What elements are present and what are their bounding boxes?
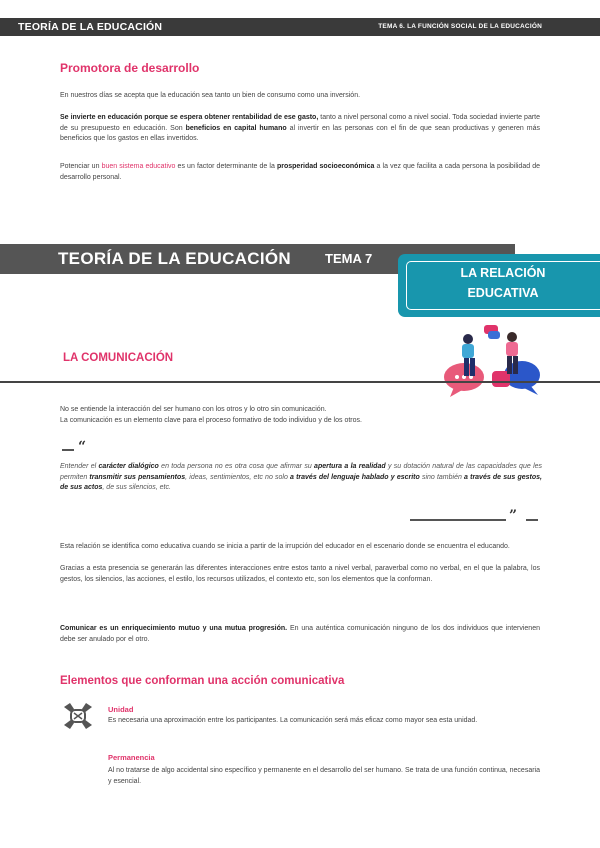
quote-close-line (410, 519, 506, 521)
section-divider (0, 381, 600, 383)
relation-paragraph-2: Gracias a esta presencia se generarán las diferentes interacciones entre estos tanto a nivel verbal, paraverbal como no verbal, en el que la palabra, los gestos, los silencios, las acciones, el estilo, los recursos utilizados, el contexto etc, son los elementos que la conforman. (60, 565, 540, 583)
quote-b1: apertura a la realidad (314, 463, 386, 470)
page-header (0, 18, 600, 36)
quote-b3: a través del lenguaje hablado y escrito (290, 473, 420, 481)
quote-pink1: carácter dialógico (98, 463, 159, 470)
topic-badge-line2: EDUCATIVA (467, 286, 539, 300)
communication-bold: Comunicar es un enriquecimiento mutuo y una mutua progresión. (60, 625, 288, 632)
quote-t6: , de sus silencios, etc. (102, 484, 171, 491)
highlight-quote (60, 462, 542, 494)
quote-open-icon: “ (78, 439, 87, 455)
topic-badge-line1: LA RELACIÓN (460, 266, 546, 280)
section-title-comunicacion: LA COMUNICACIÓN (63, 352, 174, 364)
section-title-elementos: Elementos que conforman una acción comunicativa (60, 675, 345, 687)
chapter-number: TEMA 7 (325, 251, 373, 266)
quote-t3: y su dotación natural de las capacidades que les permiten (60, 463, 543, 481)
element-text-unidad: Es necesaria una aproximación entre los participantes. La comunicación será más eficaz como mayor sea esta unidad. (108, 717, 478, 724)
quote-close-line-end (526, 519, 538, 521)
quote-b2: transmitir sus pensamientos (89, 473, 186, 481)
header-right-title: TEMA 6. LA FUNCIÓN SOCIAL DE LA EDUCACIÓN (378, 23, 542, 30)
relation-paragraph-1: Esta relación se identifica como educativa cuando se inicia a partir de la irrupción del educador en el escenario donde se encuentra el educando. (60, 543, 510, 550)
p3-bold: prosperidad socioeconómica (276, 163, 375, 170)
people-chat-bubbles-icon (440, 325, 545, 397)
p2-text-1: tanto a nivel personal como a nivel social. Toda sociedad invierte parte de su presupuesto en educación. Son (60, 114, 541, 132)
intro-line-2: La comunicación es un elemento clave para el proceso formativo de todo individuo y de los otros. (60, 417, 362, 424)
quote-t2: en toda persona no es otra cosa que afirmar su (158, 463, 315, 470)
hands-together-icon (60, 701, 96, 731)
p2-bold-2: beneficios en capital humano (185, 124, 287, 132)
quote-close-icon: ” (509, 508, 518, 524)
element-text-permanencia: Al no tratarse de algo accidental sino específico y permanente en el desarrollo del ser humano. Se trata de una función continua, necesaria y esencial. (108, 767, 540, 785)
p3-text-1: Potenciar un (60, 163, 102, 170)
p3-text-3: a la vez que facilita a cada persona la posibilidad de desarrollo personal. (60, 163, 541, 181)
quote-open-line (62, 449, 74, 451)
quote-t5: sino también (419, 473, 465, 481)
section-title-promotora: Promotora de desarrollo (60, 61, 200, 75)
topic-badge-border (406, 261, 600, 310)
chapter-title: TEORÍA DE LA EDUCACIÓN (58, 249, 291, 268)
p2-text-2: al invertir en las personas con el fin de que sean productivas y generen más beneficios que los gastos en ellas invertidos. (60, 124, 540, 142)
p3-text-2: es un factor determinante de la (175, 163, 277, 170)
communication-paragraph (60, 624, 540, 645)
quote-t4: , ideas, sentimientos, etc no solo (185, 473, 291, 481)
header-left-title: TEORÍA DE LA EDUCACIÓN (18, 21, 163, 33)
paragraph-1: En nuestros días se acepta que la educación sea tanto un bien de consumo como una inversión. (60, 92, 361, 99)
paragraph-3 (60, 162, 540, 183)
communication-text: En una auténtica comunicación ninguno de los dos individuos que intervienen debe ser anulado por el otro. (60, 625, 540, 643)
quote-t1: Entender el (60, 463, 99, 470)
element-label-permanencia: Permanencia (108, 753, 155, 762)
paragraph-2 (60, 113, 540, 145)
intro-line-1: No se entiende la interacción del ser humano con los otros y lo otro sin comunicación. (60, 406, 327, 413)
quote-b4: a través de sus gestos, de sus actos (60, 473, 542, 491)
p2-bold-1: Se invierte en educación porque se espera obtener rentabilidad de ese gasto, (60, 114, 319, 121)
element-label-unidad: Unidad (108, 705, 134, 714)
p3-pink: buen sistema educativo (101, 163, 176, 170)
